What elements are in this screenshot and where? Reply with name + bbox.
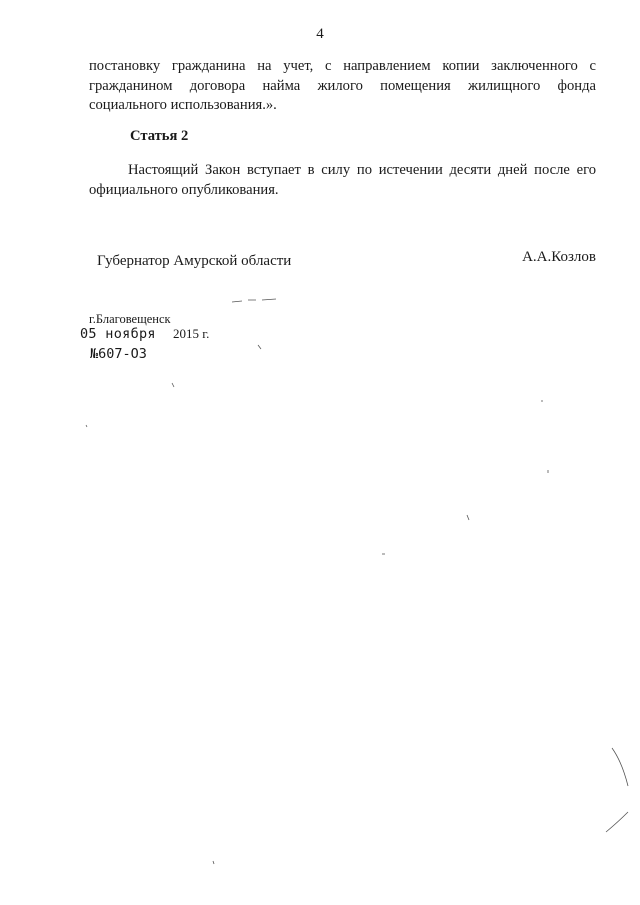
scan-speck [612,748,628,786]
scan-speck [213,861,214,864]
scan-speck [467,515,469,520]
paragraph-1-line: постановку гражданина на учет, с направлением копии заключенного с [89,58,596,74]
scan-speck [86,425,87,427]
issue-year: 2015 г. [173,326,210,341]
issue-city: г.Благовещенск [89,312,171,326]
signature-title: Губернатор Амурской области [97,253,292,269]
date-stamp: 05 ноября [80,326,156,342]
article-heading: Статья 2 [130,128,189,144]
paragraph-2 [89,161,596,200]
scan-speck [606,812,628,832]
page-number: 4 [316,26,324,42]
paragraph-2-line: официального опубликования. [89,181,279,198]
paragraph-2-line: Настоящий Закон вступает в силу по истечении десяти дней после его [128,162,596,178]
signature-name: А.А.Козлов [522,249,596,265]
law-number: №607-ОЗ [90,346,147,362]
paragraph-1-line: социального использования.». [89,97,277,113]
paragraph-1 [89,57,596,116]
issue-date [80,326,210,343]
scan-speck [258,345,261,349]
paragraph-1-line: гражданином договора найма жилого помещения жилищного фонда [89,77,596,94]
scan-speck [172,383,174,387]
scan-speck [232,299,276,302]
